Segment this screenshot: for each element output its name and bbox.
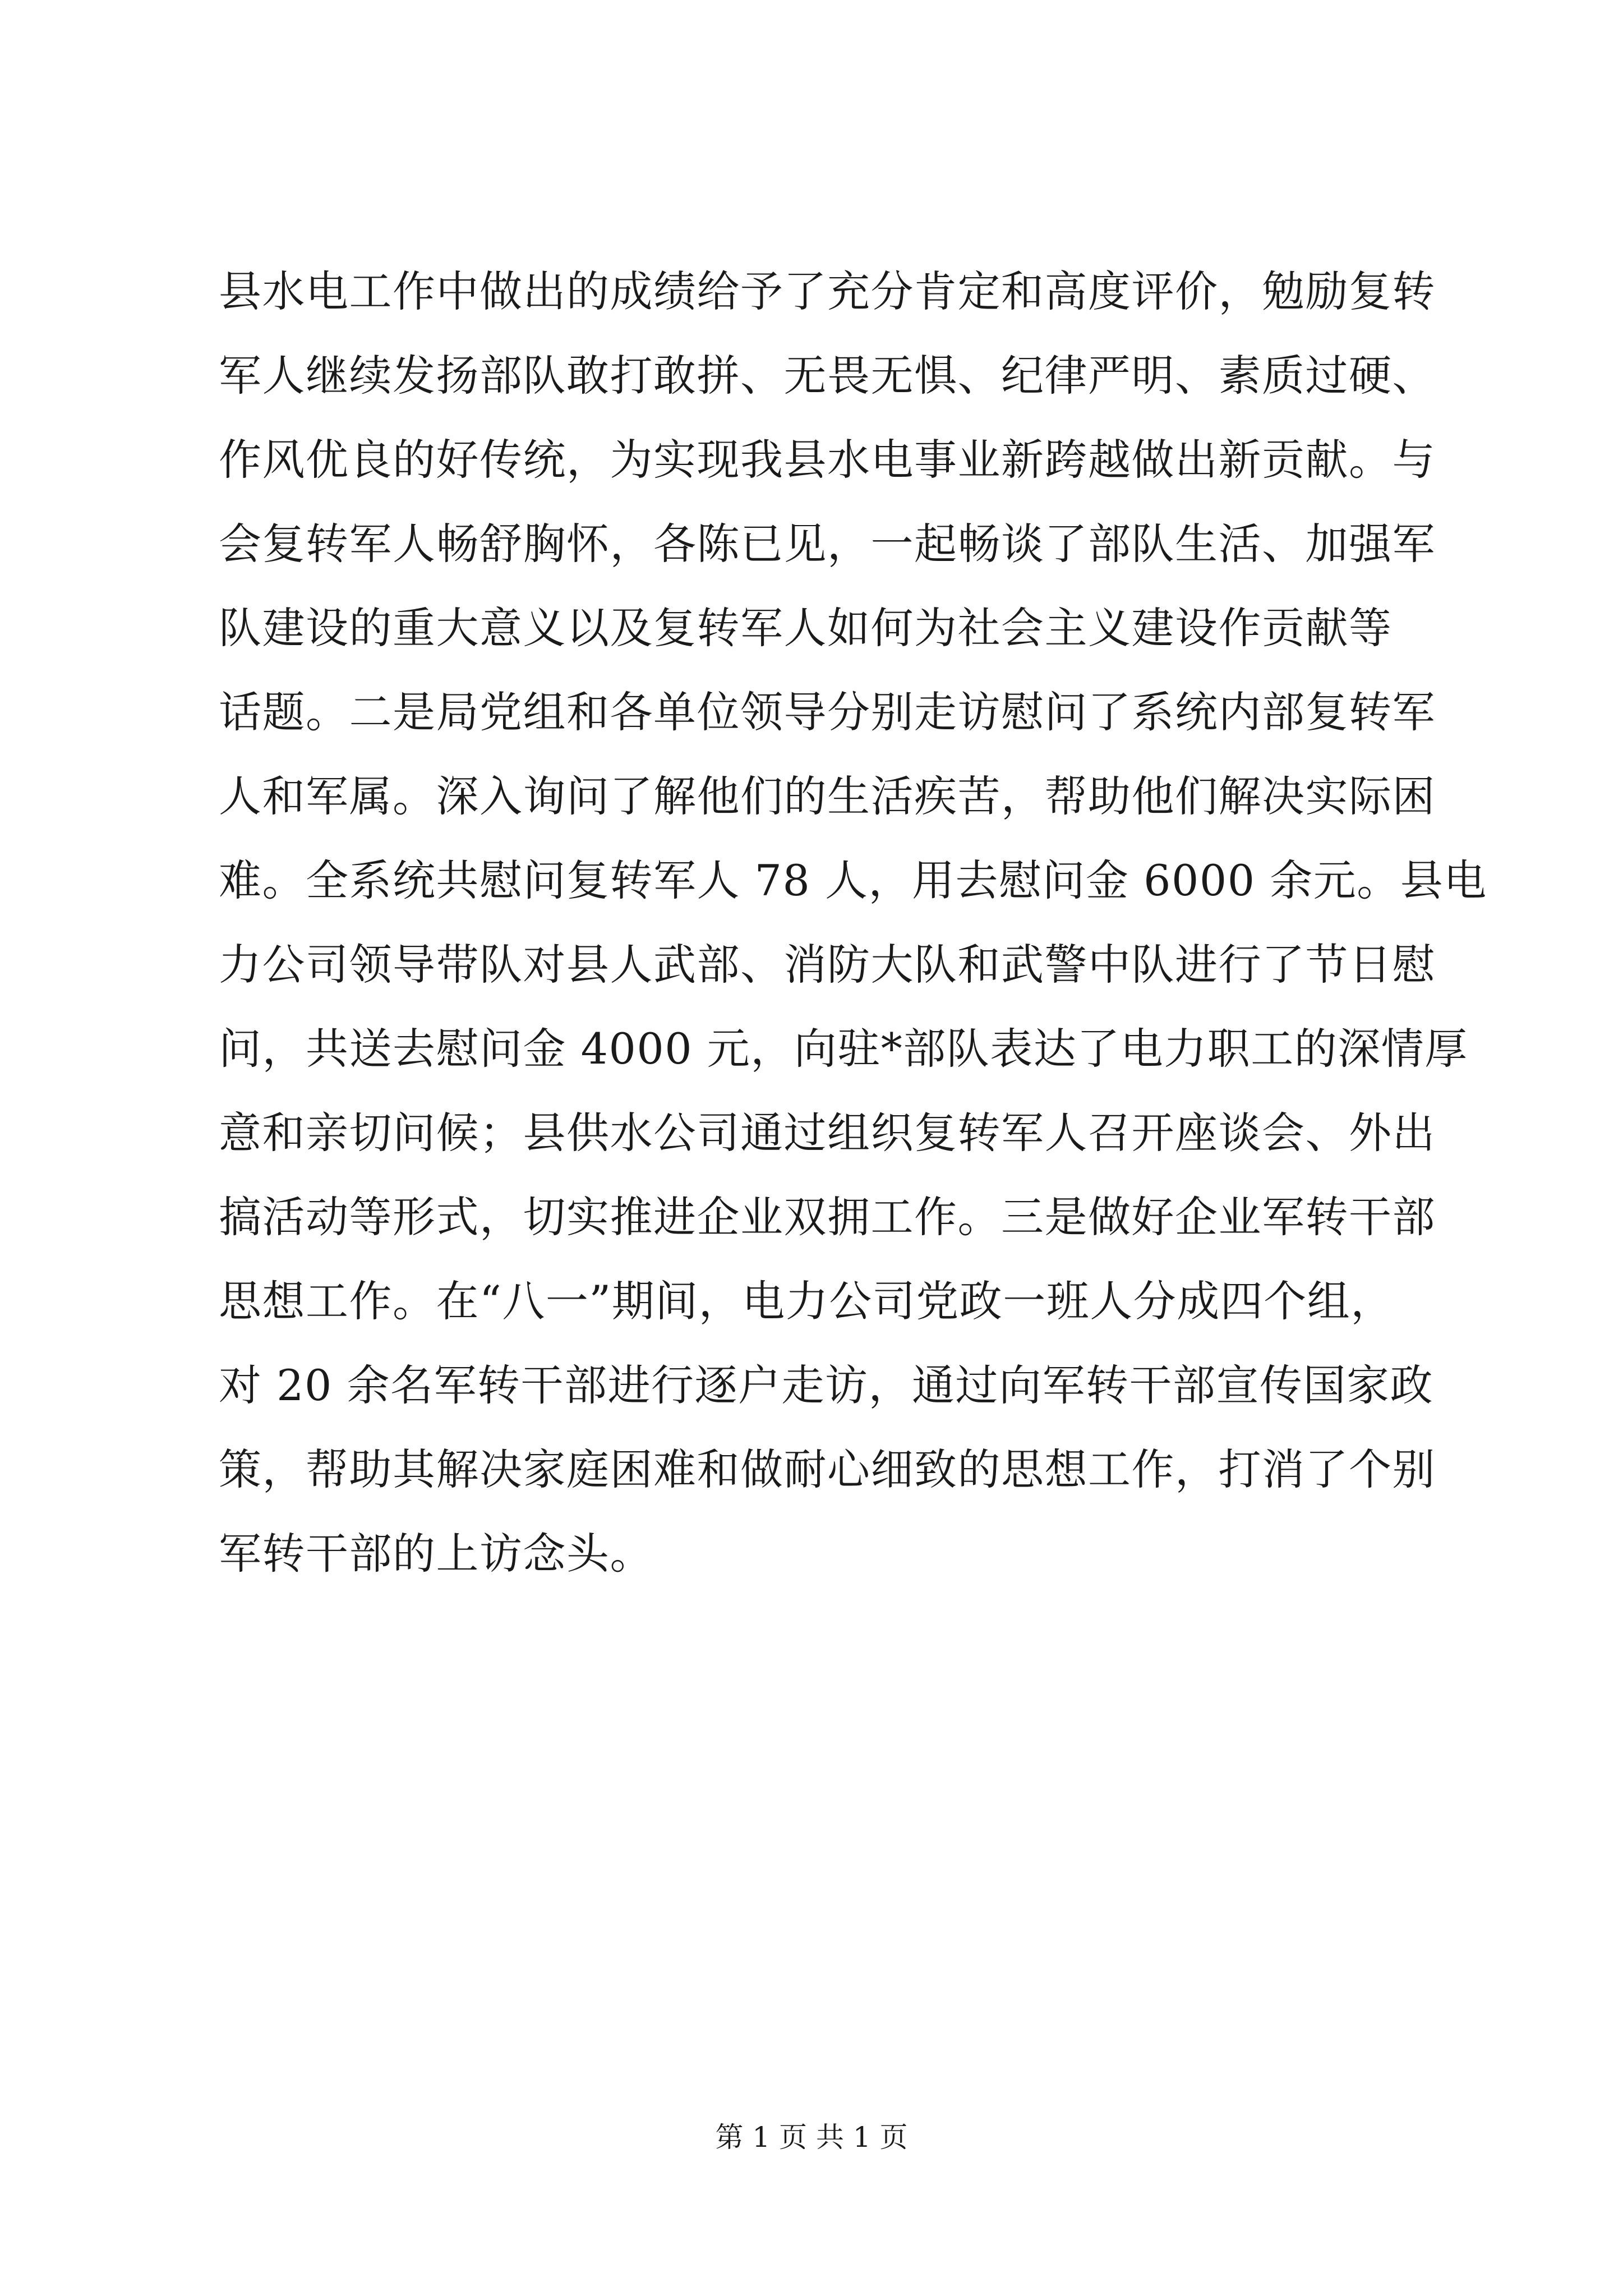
paragraph-line: 力公司领导带队对县人武部、消防大队和武警中队进行了节日慰 [219,940,1436,990]
paragraph-line: 队建设的重大意义以及复转军人如何为社会主义建设作贡献等 [219,603,1393,653]
paragraph-line: 对 20 余名军转干部进行逐户走访，通过向军转干部宣传国家政 [219,1360,1434,1410]
paragraph-line: 话题。二是局党组和各单位领导分别走访慰问了系统内部复转军 [219,687,1436,737]
paragraph-line: 会复转军人畅舒胸怀，各陈已见，一起畅谈了部队生活、加强军 [219,519,1436,569]
paragraph-line: 搞活动等形式，切实推进企业双拥工作。三是做好企业军转干部 [219,1192,1436,1242]
paragraph-line: 作风优良的好传统，为实现我县水电事业新跨越做出新贡献。与 [219,435,1436,485]
paragraph-line: 军转干部的上访念头。 [219,1529,653,1579]
page-number-footer: 第 1 页 共 1 页 [715,2121,908,2154]
paragraph-line: 意和亲切问候；县供水公司通过组织复转军人召开座谈会、外出 [219,1108,1436,1158]
body-paragraph [219,250,1487,1596]
paragraph-line: 县水电工作中做出的成绩给予了充分肯定和高度评价，勉励复转 [219,266,1436,316]
paragraph-line: 军人继续发扬部队敢打敢拼、无畏无惧、纪律严明、素质过硬、 [219,351,1436,401]
paragraph-line: 策，帮助其解决家庭困难和做耐心细致的思想工作，打消了个别 [219,1444,1436,1494]
paragraph-line: 思想工作。在“八一”期间，电力公司党政一班人分成四个组， [219,1276,1394,1326]
paragraph-line: 人和军属。深入询问了解他们的生活疾苦，帮助他们解决实际困 [219,771,1436,821]
paragraph-line: 难。全系统共慰问复转军人 78 人，用去慰问金 6000 余元。县电 [219,855,1487,905]
paragraph-line: 问，共送去慰问金 4000 元，向驻*部队表达了电力职工的深情厚 [219,1024,1468,1074]
